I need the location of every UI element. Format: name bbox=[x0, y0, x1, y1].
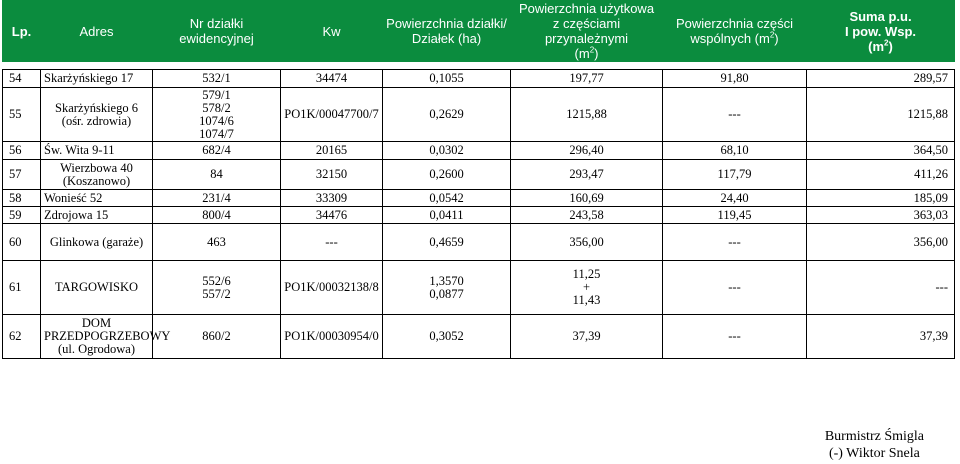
table-row: 54 Skarżyńskiego 17 532/1 34474 0,1055 197,77 91,80 289,57 bbox=[3, 70, 955, 88]
header-pow-czesci: Powierzchnia części wspólnych $(m^2)$ bbox=[663, 1, 807, 62]
table-row: 58 Wonieść 52 231/4 33309 0,0542 160,69 24,40 185,09 bbox=[3, 190, 955, 207]
table-row: 57 Wierzbowa 40 (Koszanowo) 84 32150 0,2600 293,47 117,79 411,26 bbox=[3, 160, 955, 190]
table-row: 61 TARGOWISKO 552/6 557/2 PO1K/00032138/8 1,3570 0,0877 11,25 + 11,43 --- --- bbox=[3, 261, 955, 315]
signature-name: (-) Wiktor Snela bbox=[828, 446, 920, 461]
table-row: 60 Glinkowa (garaże) 463 --- 0,4659 356,00 --- 356,00 bbox=[3, 224, 955, 261]
header-adres: Adres bbox=[41, 1, 153, 62]
header-pow-uzytkowa: Powierzchnia użytkowa z częściami przynależnymi $(m^2)$ bbox=[511, 1, 663, 62]
header-lp: Lp. bbox=[3, 1, 41, 62]
table-row: 62 DOM PRZEDPOGRZEBOWY (ul. Ogrodowa) 860/2 PO1K/00030954/0 0,3052 37,39 --- 37,39 bbox=[3, 315, 955, 359]
signature-block bbox=[825, 428, 924, 462]
table-row: 55 Skarżyńskiego 6 (ośr. zdrowia) 579/1 578/2 1074/6 1074/7 PO1K/00047700/7 0,2629 1215,88 --- 1215,88 bbox=[3, 88, 955, 142]
table-row: 56 Św. Wita 9-11 682/4 20165 0,0302 296,40 68,10 364,50 bbox=[3, 142, 955, 160]
table-row: 59 Zdrojowa 15 800/4 34476 0,0411 243,58 119,45 363,03 bbox=[3, 207, 955, 224]
property-table bbox=[2, 0, 955, 359]
header-pow-dzialki: Powierzchnia działki/ Działek (ha) bbox=[383, 1, 511, 62]
signature-title: Burmistrz Śmigla bbox=[824, 429, 924, 444]
header-suma: Suma p.u. I pow. Wsp. $(m^2)$ bbox=[807, 1, 955, 62]
spacer-row bbox=[3, 62, 955, 70]
header-kw: Kw bbox=[281, 1, 383, 62]
table-header-row bbox=[3, 1, 955, 62]
header-nr-dzialki: Nr działki ewidencyjnej bbox=[153, 1, 281, 62]
